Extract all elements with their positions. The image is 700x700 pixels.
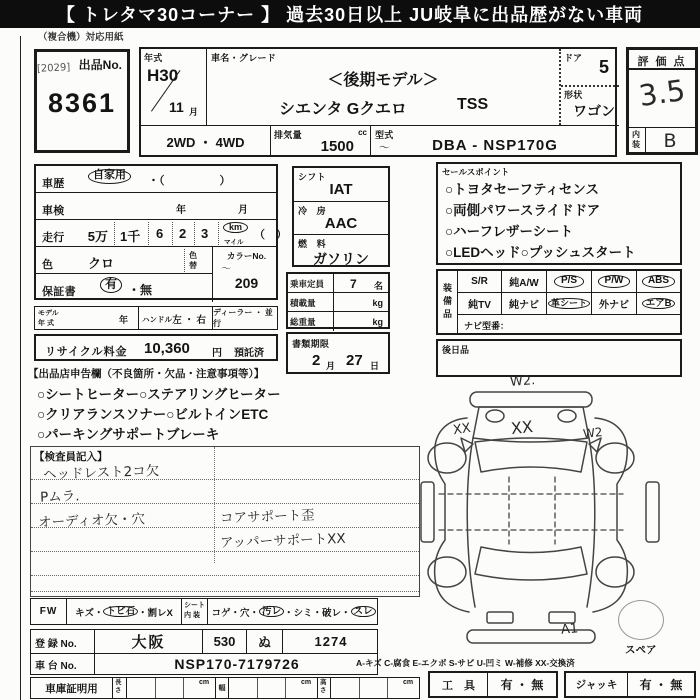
equipment-item-circled: エアB [642,298,676,310]
divider [257,678,258,698]
jack-label: ジャッキ [566,673,628,696]
inspector-box [30,446,420,597]
car-wheel-front-left [428,443,466,473]
year-label: 年式 [144,53,163,63]
car-front-bumper [470,392,592,407]
doc-day: 27 [346,352,363,369]
vehicle-spec-box [139,47,617,157]
fuel-row [294,235,388,269]
mileage-d2: 2 [179,226,187,241]
door-label: ドア [564,53,583,63]
model-code-label: 型式 [375,130,394,140]
model-code-value: DBA - NSP170G [432,137,558,154]
tools-box [428,671,558,698]
doc-day-unit: 日 [370,361,380,371]
fw-post: ・割レX [137,607,173,619]
model-label-line2: 年 式 [38,320,54,327]
lot-number: 8361 [47,88,117,118]
lot-label: 出品No. [78,58,122,72]
garage-cert-row [30,677,420,699]
handle-cell [139,307,213,329]
paper-type-note: （複合機）対応用紙 [38,32,124,43]
garage-cm: cm [199,679,210,686]
equipment-item-circled: P/W [598,275,631,288]
sales-point-line: ○トヨタセーフティセンス [445,182,599,197]
year-value: H30 [147,66,179,85]
recycle-label: リサイクル料金 [45,346,128,358]
banner-title: 【 トレタマ30コーナー 】 過去30日以上 JU岐阜に出品歴がない車両 [56,5,644,25]
damage-legend: A-キズ C-腐食 E-エクボ S-サビ U-凹ミ W-補修 XX-交換済 [356,658,575,668]
score-value: 3.5 [636,72,688,114]
displacement-label: 排気量 [274,130,302,140]
capacity-label: 乗車定員 [288,274,334,292]
seat-label-line1: シート [184,602,205,609]
navi-model-label: ナビ型番： [464,321,510,331]
divider [285,678,286,698]
garage-width-label: 幅 [215,678,229,698]
car-body-right-edge [587,438,595,607]
model-year-cell [35,307,139,329]
car-wheel-front-right [596,443,634,473]
fuel-value: ガソリン [313,251,369,267]
mileage-mile: マイル [224,239,244,246]
use-label: 車歴 [42,178,65,190]
model-year-unit: 年 [118,315,128,325]
divider [561,85,619,87]
equipment-box [436,269,682,335]
name-label: 車名・グレード [211,53,277,63]
equipment-cell [592,271,637,293]
weight-row [288,312,388,331]
seat-label-line2: 内 装 [184,611,200,619]
recycle-unit: 円 [212,348,222,359]
door-shape-cell [559,49,619,125]
car-name: シエンタ Gクエロ [279,101,407,118]
inspector-note: コアサポート歪 [219,507,315,527]
shaken-row [36,193,276,220]
model-code-mark: 〜 [379,141,390,154]
garage-length-label: 長さ [113,678,127,698]
recycle-fee-box [34,334,278,361]
mileage-km-circled: km [223,222,248,233]
damage-mark-hood: XX [510,416,534,439]
doc-month: 2 [312,352,321,369]
seat-circled: 汚レ [259,606,284,618]
ac-label: 冷 房 [298,206,326,216]
equipment-item: S/R [471,276,488,287]
sheet-left-border [20,36,21,700]
inspector-note: ヘッドレスト2コ欠 [42,462,160,484]
warranty-yes-circled: 有 [100,277,122,293]
registration-label: 登 録 No. [31,630,95,653]
registration-number: 1274 [314,634,348,649]
fw-condition-cell [67,599,181,624]
model-phase: ＜後期モデル＞ [327,72,439,89]
seat-mid: ・シミ・破レ・ [284,607,351,619]
car-right-sill [646,482,659,542]
fuel-label: 燃 料 [298,239,326,249]
inspector-note: Pムラ. [39,488,80,506]
color-no-mark: 〜 [221,264,231,275]
equipment-cell [547,293,592,315]
mileage-paren: （ ） [254,229,287,241]
damage-mark-rear: A1 [560,621,579,638]
rule-line [31,551,419,552]
tools-label: 工 具 [430,673,488,696]
fw-label: FW [31,599,67,624]
jack-box [564,671,696,698]
door-value: 5 [598,57,609,77]
month-unit: 月 [189,107,199,117]
doc-deadline-box [286,332,390,374]
color-no-value: 209 [234,275,259,291]
equipment-cell [637,271,680,293]
year-cell [141,49,207,125]
damage-mark-left-fender: XX [452,420,472,439]
mileage-label: 走行 [42,232,65,244]
chassis-row [31,654,377,674]
handle-label: ハンドル [142,315,172,324]
seat-circled: スレ [351,606,376,618]
rule-line [31,591,419,592]
weight-label: 総重量 [288,312,334,331]
displacement-cell [271,125,371,157]
rule-line [31,503,419,504]
load-row [288,293,388,312]
sales-points-label: セールスポイント [442,167,510,177]
damage-mark-right-fender: W2 [582,425,604,441]
equipment-cell [502,271,547,293]
equipment-item-circled: 革シート [548,298,590,309]
divider [172,222,173,245]
recycle-status: 預託済 [234,348,264,359]
color-no-cell [212,247,280,302]
mileage-man: 5万 [87,229,108,244]
lot-number-box [34,49,130,153]
equipment-item: 純TV [468,300,491,311]
inspector-divider [214,447,215,563]
ac-value: AAC [324,215,358,232]
car-wheel-rear-left [428,557,466,587]
garage-label: 車庫証明用 [31,678,113,698]
divider [387,678,388,698]
capacity-box [286,272,390,329]
fw-pre: キズ・ [75,607,104,619]
equipment-cell [502,293,547,315]
shift-label: シフト [298,172,326,182]
warranty-dot: ・ [128,283,141,297]
divider [194,222,195,245]
month-value: 11 [169,99,184,115]
capacity-row [288,274,388,293]
divider [114,222,115,245]
score-label: 評 価 点 [629,50,695,70]
rule-line [31,575,419,576]
mileage-sen: 1千 [120,229,141,244]
fw-seat-row [30,598,378,625]
sales-points-box [436,162,682,265]
shape-value: ワゴン [573,103,615,119]
navi-model-row [458,315,680,333]
color-value: クロ [88,256,115,271]
spare-tire-circle [618,600,664,640]
model-label-line1: モデル [38,310,59,317]
lot-stamp: [2029] [36,62,71,75]
tools-value: 有 ・ 無 [500,678,544,692]
garage-height-label: 高さ [317,678,331,698]
divider [155,678,156,698]
recycle-value: 10,360 [144,340,190,357]
doc-month-unit: 月 [326,361,336,371]
equipment-cell [637,293,680,315]
interior-label: 内装 [629,128,646,155]
header-banner [0,0,700,28]
history-box [34,164,287,300]
mileage-row [36,220,287,247]
warranty-label: 保証書 [42,286,76,298]
displacement-value: 1500 [320,138,354,155]
use-row [36,166,276,193]
car-windshield [475,438,587,472]
car-wheel-rear-right [596,557,634,587]
capacity-unit: 名 [373,281,383,291]
car-headlight-left [486,410,504,422]
divider [184,249,185,272]
capacity-value: 7 [350,277,357,291]
equipment-label-cell [438,271,458,333]
color-change-label: 色替 [189,251,197,270]
registration-box [30,629,378,675]
equipment-cell [458,271,502,293]
shape-label: 形状 [564,90,583,100]
equipment-item: 純A/W [509,278,539,289]
seat-condition-cell [208,599,379,624]
warranty-row [36,274,212,301]
registration-kana: ぬ [247,630,283,653]
damage-mark-front: W2. [509,373,536,390]
sales-point-line: ○ハーフレザーシート [445,224,574,239]
seat-label-cell [181,599,208,624]
sales-point-line: ○LEDヘッド○プッシュスタート [445,245,636,260]
weight-unit: kg [372,317,383,327]
jack-value: 有 ・ 無 [639,678,683,692]
equipment-item: 外ナビ [599,300,629,311]
sales-point-line: ○両側パワースライドドア [445,203,601,218]
doc-deadline-label: 書類期限 [292,339,330,349]
divider [183,678,184,698]
load-unit: kg [372,298,383,308]
use-paren: ・（ ） [148,175,231,187]
shift-row [294,168,388,202]
inspector-note: アッパーサポートXX [219,530,346,552]
later-items-label: 後日品 [442,345,470,355]
divider [148,222,149,245]
car-body-left-edge [467,438,475,607]
color-no-label: カラーNo. [226,251,267,261]
seller-note-header: 【出品店申告欄（不良箇所・欠品・注意事項等）】 [28,368,265,380]
equipment-label: 装備品 [442,282,452,322]
use-value-circled: 自家用 [88,169,131,184]
mileage-d3: 3 [201,226,209,241]
car-taillight-left [487,612,513,623]
fw-circled: トビ石 [103,606,138,618]
inspector-header: 【検査員記入】 [34,451,108,463]
divider [359,678,360,698]
registration-row [31,630,377,654]
score-box [626,47,698,155]
drive-cell: 2WD ・ 4WD [141,125,271,157]
model-code-cell [371,125,619,157]
mileage-d1: 6 [156,226,164,241]
color-row [36,247,212,274]
later-items-box [436,339,682,377]
equipment-cell [547,271,592,293]
seller-note-line: ○シートヒーター○ステアリングヒーター [37,387,281,402]
seat-pre: コゲ・穴・ [211,607,259,619]
car-left-sill [421,482,434,542]
car-grade: TSS [457,96,489,113]
interior-grade-row [629,127,695,155]
color-label: 色 [42,259,54,271]
registration-class: 530 [203,630,247,653]
car-headlight-right [558,410,576,422]
inspector-note: オーディオ欠・穴 [37,511,146,531]
chassis-number: NSP170-7179726 [174,656,300,672]
equipment-item-circled: ABS [642,275,675,288]
ac-row [294,202,388,235]
displacement-unit: cc [358,128,367,137]
spare-tire-label: スペア [625,644,657,656]
handle-value: 左 ・ 右 [172,315,206,326]
shaken-month-unit: 月 [238,205,248,216]
equipment-item-circled: P/S [554,275,584,288]
equipment-item: 純ナビ [509,300,539,311]
load-label: 積載量 [288,293,334,311]
interior-grade: B [663,130,677,152]
divider [218,222,219,245]
dealer-cell: ディーラー ・ 並行 [213,308,273,328]
name-cell [207,49,559,125]
shift-value: IAT [329,181,353,198]
shaken-year-unit: 年 [176,205,186,216]
garage-cm: cm [403,679,414,686]
registration-area: 大阪 [95,630,203,653]
shaken-label: 車検 [42,205,65,217]
equipment-cell [458,293,502,315]
equipment-cell [592,293,637,315]
shift-box [292,166,390,267]
garage-cm: cm [301,679,312,686]
model-year-row [34,306,278,330]
car-rear-window [475,547,587,580]
car-diagram [415,374,677,656]
chassis-label: 車 台 No. [31,654,95,674]
warranty-no: 無 [140,283,153,297]
seller-note-line: ○クリアランスソナー○ビルトインETC [37,407,269,422]
seller-note-line: ○パーキングサポートブレーキ [37,427,220,442]
